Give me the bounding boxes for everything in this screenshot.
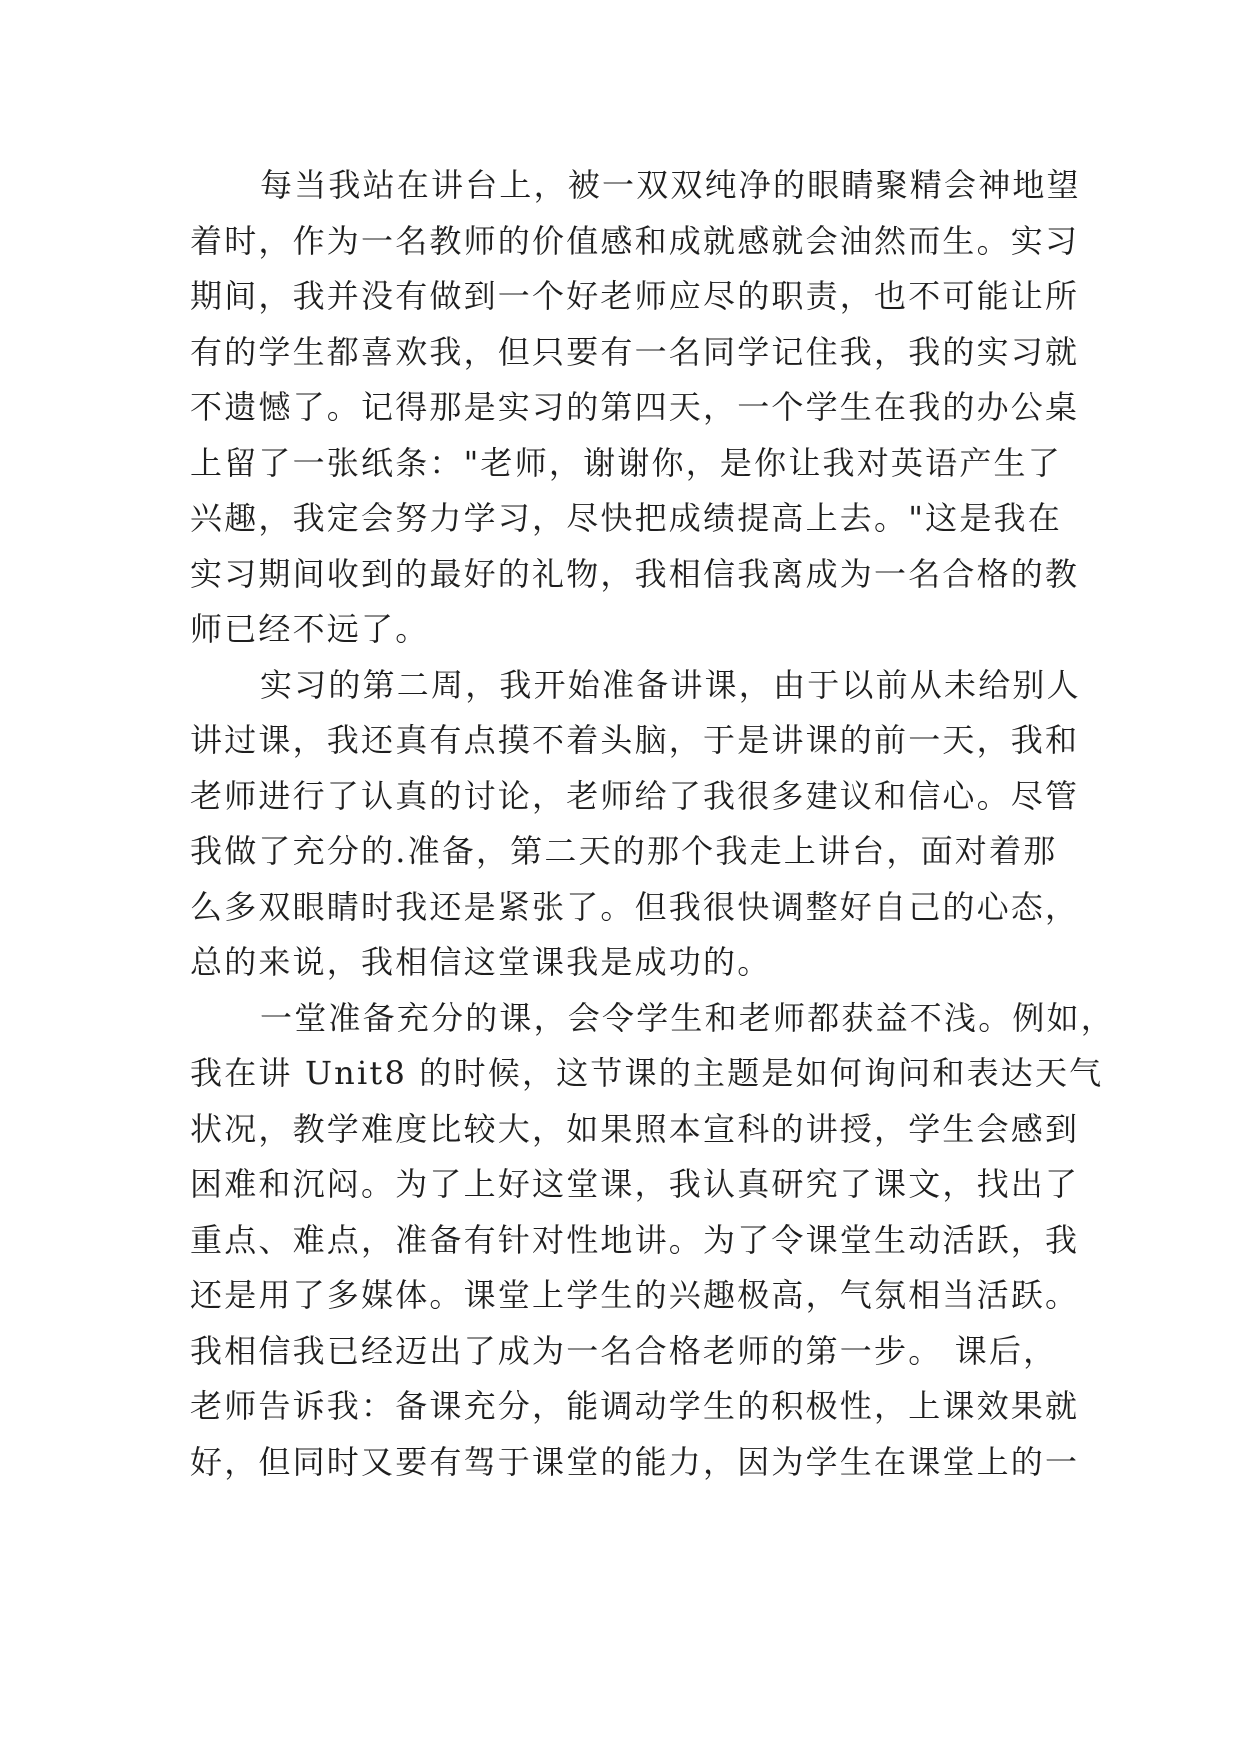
text-line: 着时，作为一名教师的价值感和成就感就会油然而生。实习 <box>190 221 1080 260</box>
text-line: 么多双眼睛时我还是紧张了。但我很快调整好自己的心态， <box>190 887 1080 926</box>
text-line: 每当我站在讲台上，被一双双纯净的眼睛聚精会神地望 <box>260 166 1081 204</box>
text-line: 状况，教学难度比较大，如果照本宣科的讲授，学生会感到 <box>190 1109 1080 1148</box>
text-line: 总的来说，我相信这堂课我是成功的。 <box>190 943 772 981</box>
text-line: 师已经不远了。 <box>190 610 430 648</box>
text-line: 我在讲 Unit8 的时候，这节课的主题是如何询问和表达天气 <box>190 1054 1104 1092</box>
paragraph-1 <box>190 158 1081 658</box>
paragraph-3 <box>190 991 1116 1491</box>
text-line: 不遗憾了。记得那是实习的第四天，一个学生在我的办公桌 <box>190 388 1080 426</box>
paragraph-2 <box>190 658 1081 991</box>
text-line: 好，但同时又要有驾于课堂的能力，因为学生在课堂上的一 <box>190 1442 1080 1481</box>
text-line: 老师进行了认真的讨论，老师给了我很多建议和信心。尽管 <box>190 776 1080 815</box>
text-line: 我做了充分的.准备，第二天的那个我走上讲台，面对着那 <box>190 832 1058 870</box>
text-line: 期间，我并没有做到一个好老师应尽的职责，也不可能让所 <box>190 277 1080 315</box>
text-line: 实习期间收到的最好的礼物，我相信我离成为一名合格的教 <box>190 554 1080 593</box>
text-line: 兴趣，我定会努力学习，尽快把成绩提高上去。"这是我在 <box>190 499 1062 537</box>
document-body <box>190 158 1116 1490</box>
text-line: 重点、难点，准备有针对性地讲。为了令课堂生动活跃，我 <box>190 1220 1080 1259</box>
text-line: 上留了一张纸条："老师，谢谢你，是你让我对英语产生了 <box>190 443 1062 482</box>
text-line: 实习的第二周，我开始准备讲课，由于以前从未给别人 <box>260 665 1081 704</box>
text-line: 讲过课，我还真有点摸不着头脑，于是讲课的前一天，我和 <box>190 721 1080 759</box>
text-line: 困难和沉闷。为了上好这堂课，我认真研究了课文，找出了 <box>190 1165 1080 1203</box>
text-line: 老师告诉我：备课充分，能调动学生的积极性，上课效果就 <box>190 1387 1080 1425</box>
text-line: 还是用了多媒体。课堂上学生的兴趣极高，气氛相当活跃。 <box>190 1276 1080 1314</box>
text-line: 我相信我已经迈出了成为一名合格老师的第一步。 课后， <box>190 1331 1058 1370</box>
text-line: 有的学生都喜欢我，但只要有一名同学记住我，我的实习就 <box>190 332 1080 371</box>
text-line: 一堂准备充分的课，会令学生和老师都获益不浅。例如， <box>260 998 1116 1037</box>
